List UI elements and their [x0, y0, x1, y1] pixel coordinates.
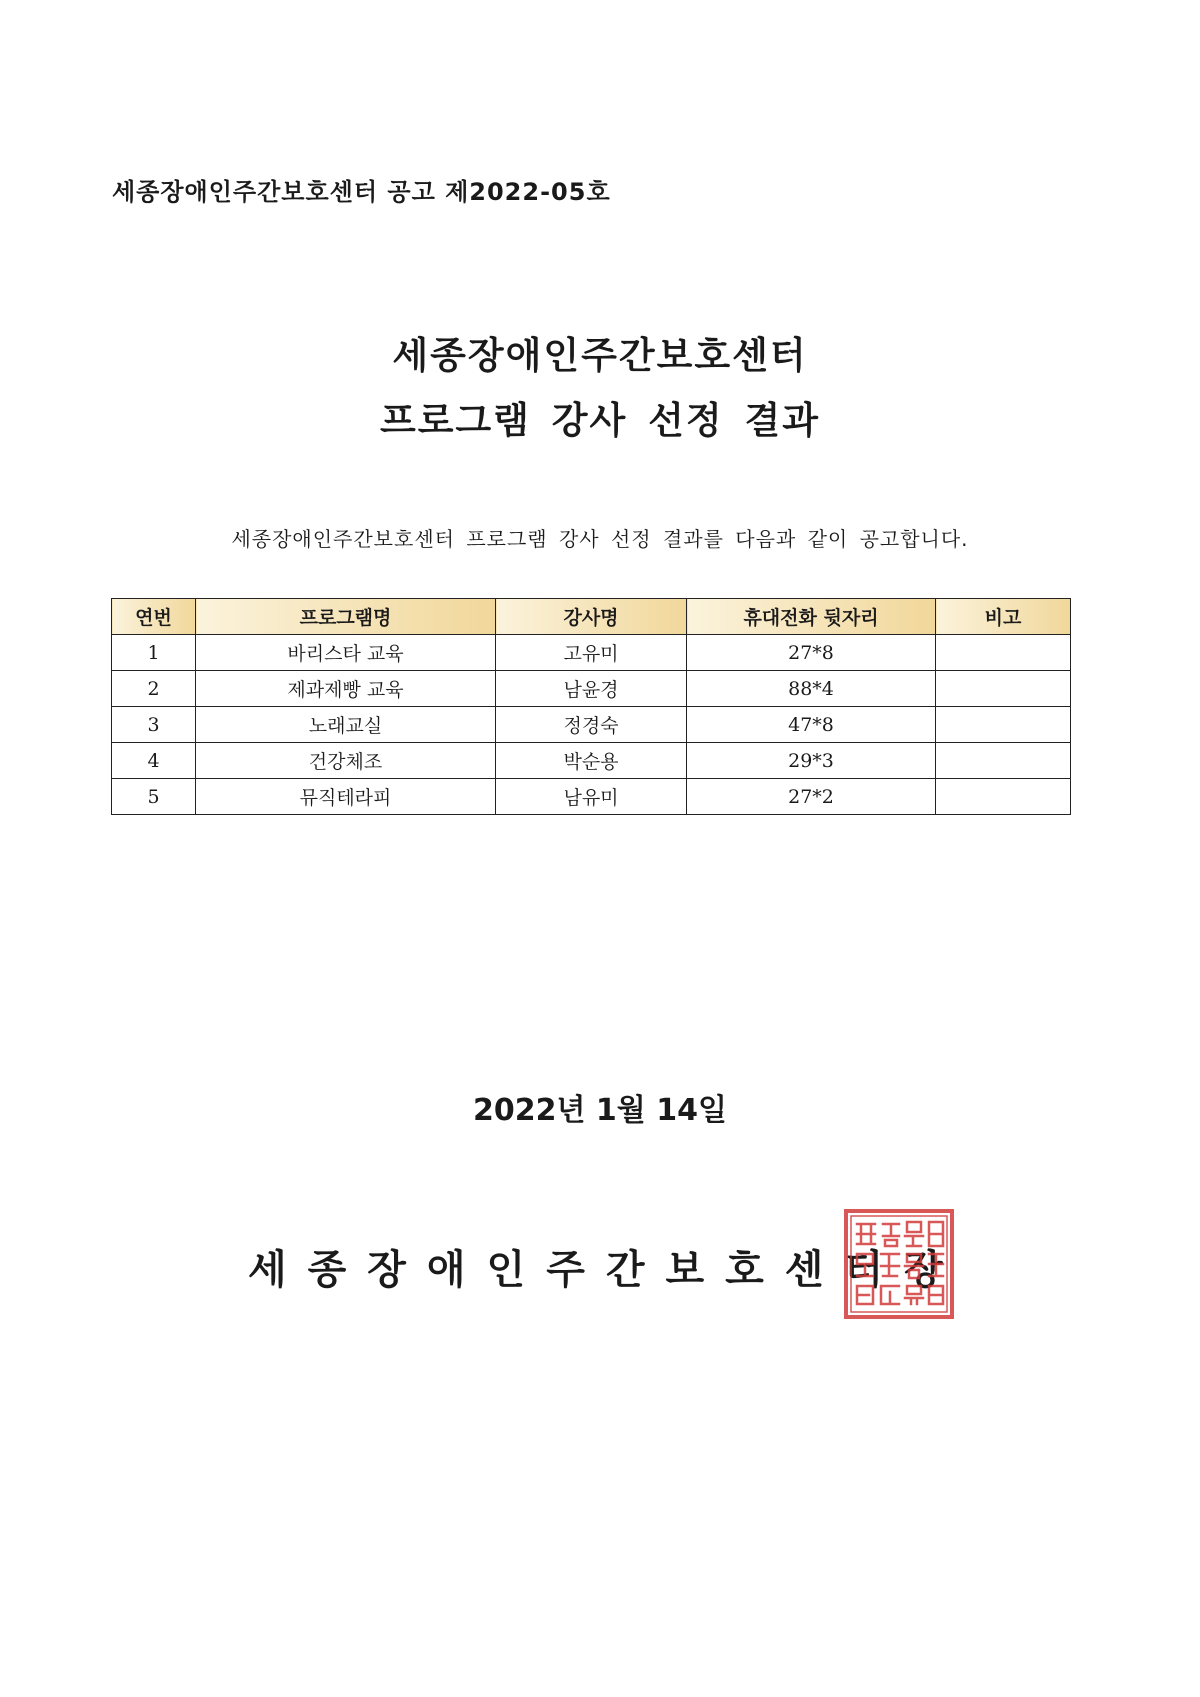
cell-serial: 3 — [112, 707, 196, 743]
cell-serial: 5 — [112, 779, 196, 815]
table-row — [112, 635, 1071, 671]
cell-remarks — [936, 743, 1071, 779]
cell-phone: 88*4 — [687, 671, 936, 707]
announcement-date: 2022년 1월 14일 — [473, 1093, 727, 1128]
cell-program: 뮤직테라피 — [196, 779, 496, 815]
cell-program: 바리스타 교육 — [196, 635, 496, 671]
header-program: 프로그램명 — [196, 599, 496, 635]
cell-remarks — [936, 779, 1071, 815]
cell-phone: 47*8 — [687, 707, 936, 743]
cell-phone: 27*8 — [687, 635, 936, 671]
header-phone: 휴대전화 뒷자리 — [687, 599, 936, 635]
cell-instructor: 박순용 — [496, 743, 687, 779]
header-remarks: 비고 — [936, 599, 1071, 635]
header-serial: 연번 — [112, 599, 196, 635]
official-seal-icon — [843, 1208, 955, 1320]
cell-serial: 1 — [112, 635, 196, 671]
table-row — [112, 671, 1071, 707]
cell-remarks — [936, 671, 1071, 707]
cell-instructor: 정경숙 — [496, 707, 687, 743]
signature-name: 세종장애인주간보호센터장 — [248, 1247, 964, 1293]
table-header-row — [112, 599, 1071, 635]
cell-program: 건강체조 — [196, 743, 496, 779]
table-row — [112, 779, 1071, 815]
cell-instructor: 고유미 — [496, 635, 687, 671]
document-title-line-1: 세종장애인주간보호센터 — [392, 334, 808, 377]
cell-phone: 27*2 — [687, 779, 936, 815]
cell-phone: 29*3 — [687, 743, 936, 779]
cell-remarks — [936, 707, 1071, 743]
notice-number: 세종장애인주간보호센터 공고 제2022-05호 — [112, 178, 611, 206]
cell-program: 노래교실 — [196, 707, 496, 743]
cell-serial: 4 — [112, 743, 196, 779]
table-row — [112, 707, 1071, 743]
selection-result-table — [111, 598, 1071, 815]
document-title-line-2: 프로그램 강사 선정 결과 — [379, 399, 821, 442]
cell-remarks — [936, 635, 1071, 671]
header-instructor: 강사명 — [496, 599, 687, 635]
table-row — [112, 743, 1071, 779]
cell-instructor: 남유미 — [496, 779, 687, 815]
cell-program: 제과제빵 교육 — [196, 671, 496, 707]
cell-instructor: 남윤경 — [496, 671, 687, 707]
cell-serial: 2 — [112, 671, 196, 707]
intro-text: 세종장애인주간보호센터 프로그램 강사 선정 결과를 다음과 같이 공고합니다. — [231, 527, 969, 551]
